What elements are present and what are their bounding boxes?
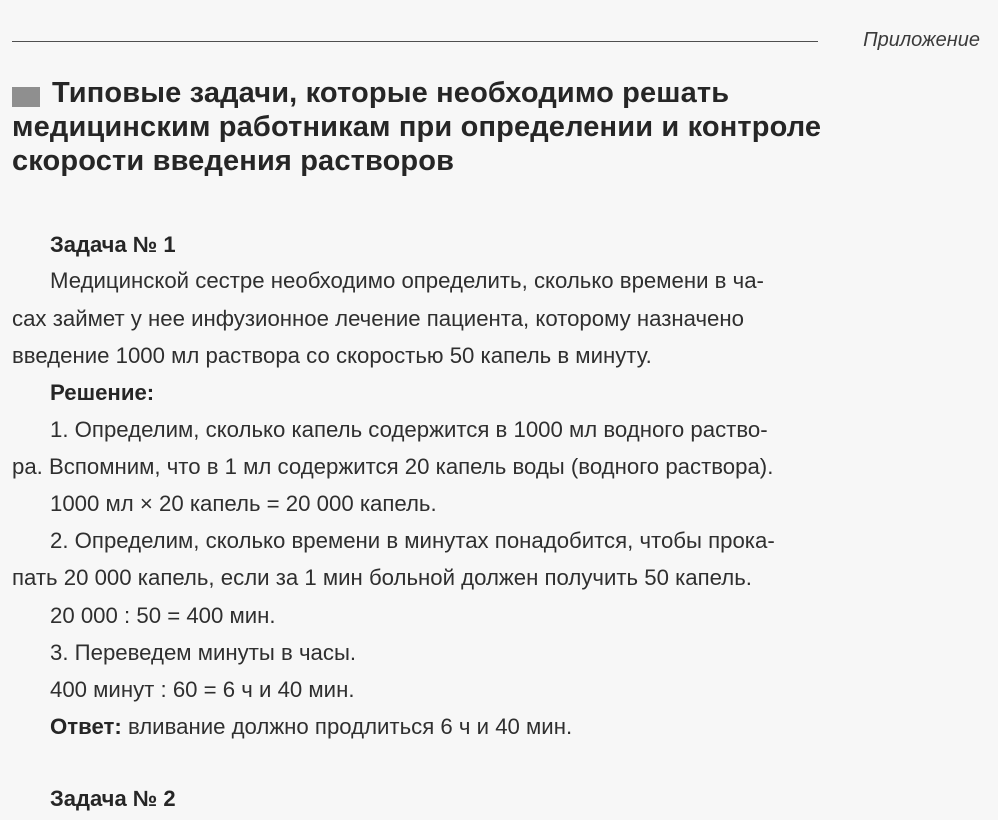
solution-step-2-line-2: пать 20 000 капель, если за 1 мин больной должен получить 50 капель. (12, 565, 752, 590)
title-square-icon (12, 87, 40, 107)
solution-step-3: 3. Переведем минуты в часы. (50, 640, 357, 665)
task-1-heading: Задача № 1 (50, 232, 176, 257)
task-1-problem-line-3: введение 1000 мл раствора со скоростью 50 капель в минуту. (12, 343, 652, 368)
solution-calculation-1: 1000 мл × 20 капель = 20 000 капель. (50, 491, 437, 516)
solution-calculation-2: 20 000 : 50 = 400 мин. (50, 603, 276, 628)
task-2-heading: Задача № 2 (50, 786, 176, 811)
answer-text: вливание должно продлиться 6 ч и 40 мин. (121, 714, 573, 739)
header-rule (12, 41, 818, 42)
section-label: Приложение (863, 29, 980, 51)
solution-heading: Решение: (50, 380, 155, 405)
solution-step-2-line-1: 2. Определим, сколько времени в минутах понадобится, чтобы прока- (50, 528, 775, 553)
title-text (12, 76, 972, 178)
answer-line (50, 714, 572, 740)
title-line-1: Типовые задачи, которые необходимо решать (52, 77, 730, 109)
solution-calculation-3: 400 минут : 60 = 6 ч и 40 мин. (50, 677, 355, 702)
solution-step-1-line-1: 1. Определим, сколько капель содержится в 1000 мл водного раство- (50, 417, 768, 442)
answer-label: Ответ: (50, 714, 122, 739)
task-1-problem-line-2: сах займет у нее инфузионное лечение пациента, которому назначено (12, 306, 744, 331)
title-line-3: скорости введения растворов (12, 145, 455, 177)
task-1-problem-line-1: Медицинской сестре необходимо определить, сколько времени в ча- (50, 268, 764, 293)
title-line-2: медицинским работникам при определении и контроле (12, 111, 822, 143)
document-title (12, 76, 972, 178)
solution-step-1-line-2: ра. Вспомним, что в 1 мл содержится 20 капель воды (водного раствора). (12, 454, 774, 479)
